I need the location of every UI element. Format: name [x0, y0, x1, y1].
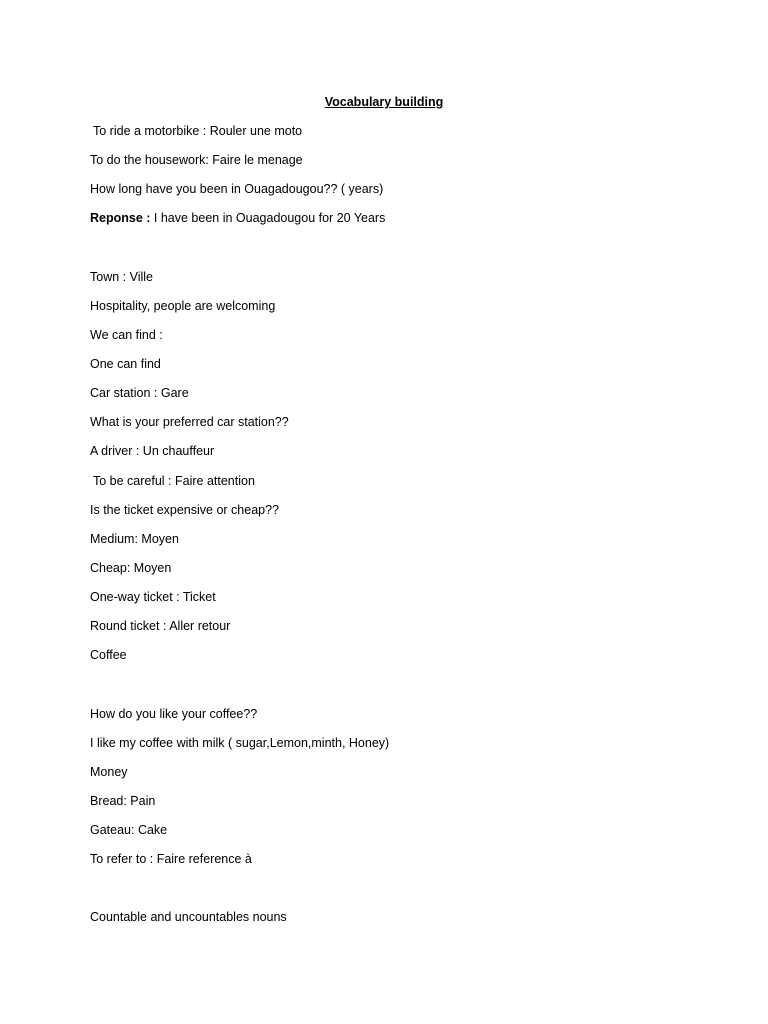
text-line: Medium: Moyen	[90, 532, 179, 546]
text-line: Bread: Pain	[90, 794, 156, 808]
text-line: Money	[90, 765, 128, 779]
text-line: Hospitality, people are welcoming	[90, 299, 276, 313]
text-line: To be careful : Faire attention	[93, 474, 255, 488]
text-line: What is your preferred car station??	[90, 415, 289, 429]
text-line: Car station : Gare	[90, 386, 189, 400]
text-line: How long have you been in Ouagadougou?? ( years)	[90, 182, 384, 196]
text-line: Gateau: Cake	[90, 823, 168, 837]
response-text: I have been in Ouagadougou for 20 Years	[150, 211, 386, 225]
text-line: I like my coffee with milk ( sugar,Lemon,minth, Honey)	[90, 736, 390, 750]
text-line: How do you like your coffee??	[90, 707, 258, 721]
text-line: To refer to : Faire reference à	[90, 852, 252, 866]
text-line: A driver : Un chauffeur	[90, 444, 215, 458]
text-line: One can find	[90, 357, 161, 371]
text-line: We can find :	[90, 328, 163, 342]
text-line: To ride a motorbike : Rouler une moto	[93, 124, 303, 138]
text-line: Round ticket : Aller retour	[90, 619, 231, 633]
text-line: Coffee	[90, 648, 127, 662]
text-line: Town : Ville	[90, 270, 153, 284]
text-line-response	[90, 210, 385, 226]
text-line: Countable and uncountables nouns	[90, 910, 287, 924]
text-line: Is the ticket expensive or cheap??	[90, 503, 280, 517]
response-label: Reponse :	[90, 211, 151, 225]
page-title: Vocabulary building	[324, 95, 444, 109]
text-line: One-way ticket : Ticket	[90, 590, 216, 604]
text-line: Cheap: Moyen	[90, 561, 172, 575]
text-line: To do the housework: Faire le menage	[90, 153, 303, 167]
